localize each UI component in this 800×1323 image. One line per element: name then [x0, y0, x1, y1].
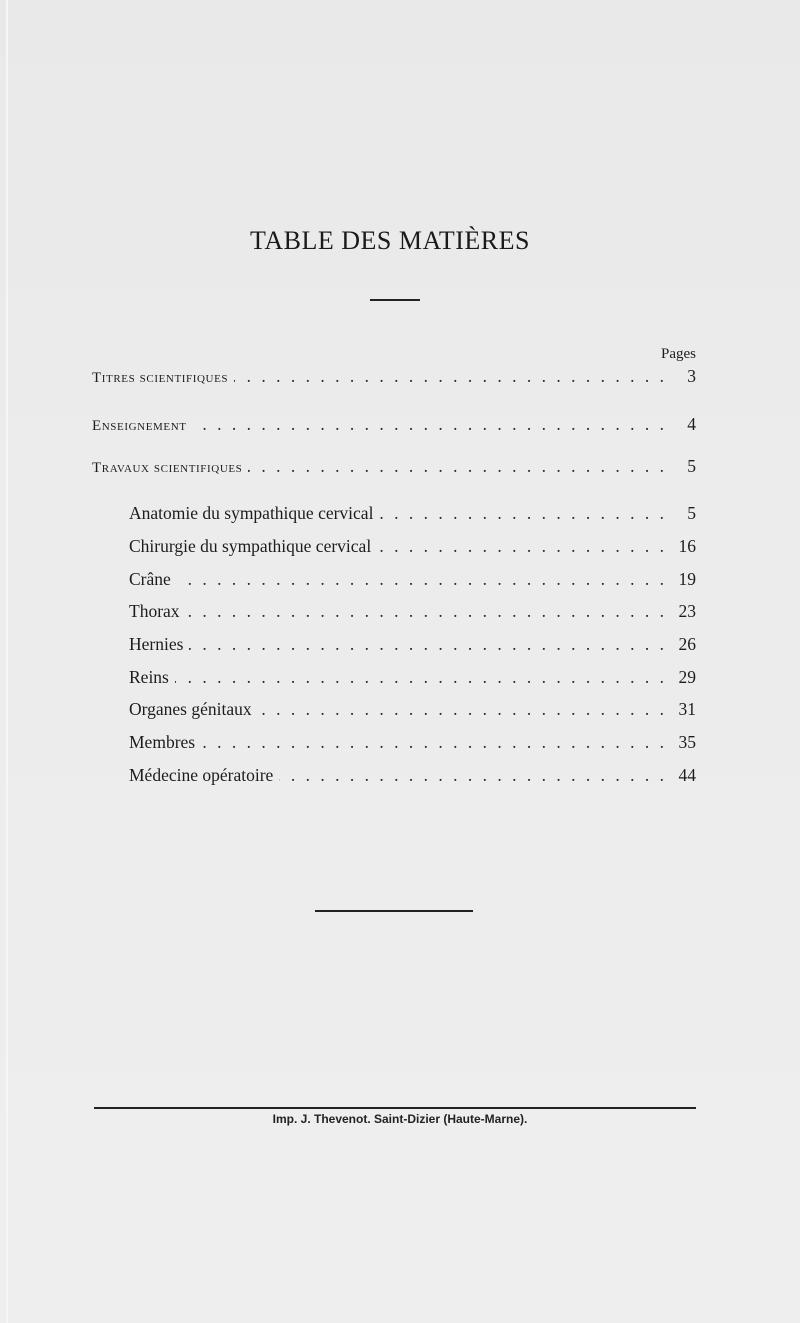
toc-page-number: 29	[678, 667, 696, 687]
toc-label: Médecine opératoire	[129, 765, 274, 785]
toc-label: Crâne	[129, 569, 171, 589]
dot-leader	[379, 503, 664, 524]
toc-label: Enseignement	[92, 418, 187, 434]
footer-rule	[94, 1107, 696, 1109]
toc-label: Thorax	[129, 601, 180, 621]
toc-page-number: 31	[678, 699, 696, 719]
toc-section-titres	[92, 366, 696, 392]
toc-subsection	[129, 732, 696, 758]
printer-imprint: Imp. J. Thevenot. Saint-Dizier (Haute-Marne).	[272, 1112, 528, 1126]
dot-leader	[279, 765, 664, 786]
toc-subsection	[129, 667, 696, 693]
dot-leader	[377, 536, 664, 557]
dot-leader	[186, 601, 664, 622]
toc-page-number: 35	[678, 732, 696, 752]
dot-leader	[248, 456, 664, 477]
toc-label: Organes génitaux	[129, 699, 252, 719]
toc-subsection	[129, 536, 696, 562]
toc-section-enseignement	[92, 414, 696, 440]
dot-leader	[201, 732, 664, 753]
toc-label: Travaux scientifiques	[92, 460, 243, 476]
toc-page-number: 44	[678, 765, 696, 785]
toc-label: Membres	[129, 732, 196, 752]
pages-column-heading: Pages	[661, 346, 696, 362]
dot-leader	[189, 634, 664, 655]
toc-subsection	[129, 601, 696, 627]
toc-page-number: 16	[678, 536, 696, 556]
dot-leader	[234, 366, 664, 387]
toc-subsection	[129, 634, 696, 660]
dot-leader	[175, 667, 664, 688]
toc-page-number: 26	[678, 634, 696, 654]
toc-page-number: 3	[687, 366, 696, 386]
toc-label: Titres scientifiques	[92, 370, 229, 386]
title-rule	[370, 299, 420, 301]
toc-label: Anatomie du sympathique cervical	[129, 503, 374, 523]
toc-subsection	[129, 765, 696, 791]
toc-subsection	[129, 699, 696, 725]
page-title: TABLE DES MATIÈRES	[250, 226, 530, 255]
toc-subsection	[129, 569, 696, 595]
toc-section-travaux	[92, 456, 696, 482]
toc-page-number: 5	[687, 456, 696, 476]
toc-page-number: 4	[687, 414, 696, 434]
toc-page-number: 19	[678, 569, 696, 589]
dot-leader	[177, 569, 664, 590]
dot-leader	[193, 414, 664, 435]
toc-label: Hernies	[129, 634, 184, 654]
section-divider	[315, 910, 473, 912]
toc-subsection	[129, 503, 696, 529]
toc-page-number: 5	[687, 503, 696, 523]
toc-label: Reins	[129, 667, 169, 687]
toc-label: Chirurgie du sympathique cervical	[129, 536, 372, 556]
toc-page-number: 23	[678, 601, 696, 621]
dot-leader	[258, 699, 664, 720]
